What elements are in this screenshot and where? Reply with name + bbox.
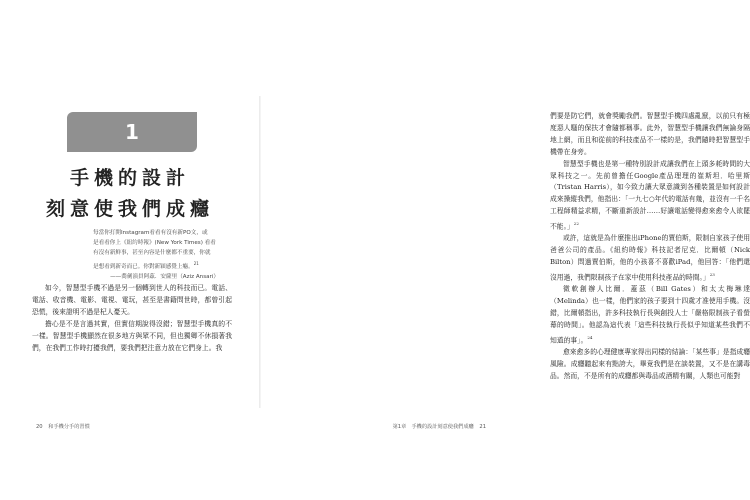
epigraph-line: 每當你打開Instagram看看有沒有新PO文，或 xyxy=(93,230,208,236)
epigraph-line: 是看看你上《紐約時報》(New York Times) 看看 xyxy=(93,240,216,247)
running-head: 和手機分手的習慣 xyxy=(48,424,90,430)
paragraph: 智慧型手機也是第一種特別設計成讓我們在上頭多耗時間的大眾科技之一。先前曾擔任Google產品理理的崔斯坦．哈里斯（Tristan Harris），如今致力讓大眾意識到各種裝置是如何設計成來操縱我們，他指出：「一九七○年代的電話有幾，並沒有一千名工程師精益求精，不斷重新設計……好讓電話變得愈來愈令人欲罷不能。」$^{22}$ xyxy=(550,159,750,231)
paragraph: 們要是防它們，就會獎勵我們。智慧型手機四處亂竄，以前只有極度惡人騷的保扶才會隨都稱事。此外，智慧型手機讓我們無論身隔地上網，而且和從前的科技產品不一樣的是，我們隨時把智慧型手機帶在身旁。 xyxy=(550,112,750,156)
right-page xyxy=(260,0,750,500)
paragraph: 微軟創辦人比爾．蓋茲（Bill Gates）和太太梅琳達（Melinda）也一樣，他們家的孩子要到十四歲才准使用手機。沒錯，比爾頓指出，許多科技執行長與創投人士「嚴格限制孩子看螢幕的時間」。他認為這代表「這些科技執行長似乎知道某些我們不知道的事」。$^{24}$ xyxy=(550,285,750,345)
chapter-title-line2: 刻意使我們成癮 xyxy=(45,198,214,220)
chapter-title-line1: 手機的設計 xyxy=(69,167,190,189)
right-body-text xyxy=(550,111,750,383)
left-footer xyxy=(32,423,90,430)
page-number: 21 xyxy=(479,424,486,430)
chapter-number: 1 xyxy=(125,120,139,144)
footnote-ref: 21 xyxy=(193,260,199,266)
footnote-ref: 24 xyxy=(587,334,593,340)
paragraph: 擔心是不是言過其實，但實信期說得沒錯；智慧型手機真的不一樣。智慧型手機顯然在很多地方與眾不同，但也獨卿不休損著我們，在我們工作時打擾我們，要我們把注意力放在它們身上。我 xyxy=(32,319,232,352)
footnote-ref: 22 xyxy=(573,221,579,227)
paragraph: 愈來愈多的心理健康專家得出同樣的結論：「某些事」是指成癮風險。成癮聽起來有點誇大，畢竟我們是在談裝置，又不是在講毒品。然而，不是所有的成癮都與毒品或酒精有關，人類也可能對 xyxy=(550,348,750,380)
paragraph: 如今，智慧型手機不過是另一個轉到世人的科技而已。電話、電話、收音機、電影、電視、電玩，甚至是書籍問世時，都曾引起恐慌，後來證明不過是杞人憂天。 xyxy=(32,284,232,316)
chapter-number-badge xyxy=(67,112,197,152)
paragraph: 或許，這就是為什麼推出iPhone的賈伯斯，限制自家孩子使用爸爸公司的產品。《紐約時報》科技記者尼克．比爾頓（Nick Bilton）問過賈伯斯，他的小孩喜不喜歡iPad，他回答：「他們還沒用過，我們限制孩子在家中使用科技產品的時間。」$^{23}$ xyxy=(550,234,750,282)
right-footer xyxy=(393,423,490,430)
epigraph xyxy=(93,228,219,282)
left-page xyxy=(0,0,260,500)
page-number: 20 xyxy=(36,424,43,430)
epigraph-line: 是想看到新奇而已。你對新穎感覺上癮。$^{21}$ xyxy=(93,260,199,270)
left-body-text xyxy=(32,283,232,354)
epigraph-line: 有沒有新鮮事，甚至內容是什麼都不重要，你就 xyxy=(93,250,211,257)
footnote-ref: 23 xyxy=(709,272,715,278)
epigraph-attribution: ——喬劍演員阿茲．安薩里（Aziz Ansari） xyxy=(110,273,219,280)
running-head: 第1章 手機的設計刻意使我們成癮 xyxy=(392,424,474,430)
